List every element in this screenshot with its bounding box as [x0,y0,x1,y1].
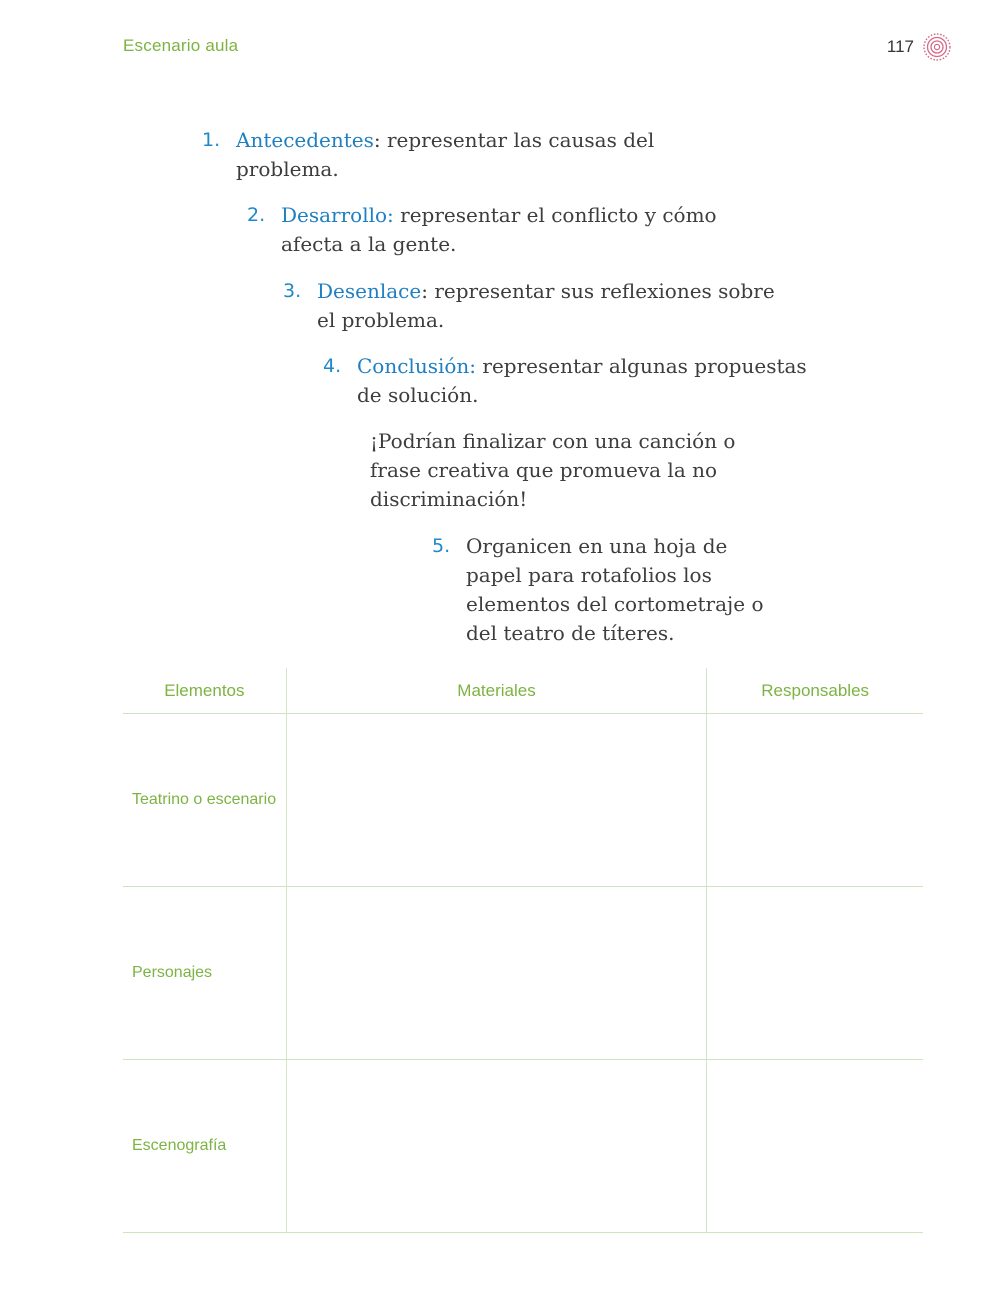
list-item-5 [432,532,776,648]
list-text: : representar las causas del problema. [236,128,655,181]
concentric-circles-icon [922,32,952,62]
column-header-responsables: Responsables [707,668,923,714]
responsables-cell[interactable] [707,714,923,887]
materiales-cell[interactable] [286,1060,707,1233]
row-label: Teatrino o escenario [123,714,286,887]
list-text: Organicen en una hoja de papel para rotafolios los elementos del cortometraje o del teatro de títeres. [466,534,764,645]
table-row [123,887,923,1060]
list-item-1 [202,126,676,184]
list-number: 4. [323,355,342,377]
creative-closing-note: ¡Podrían finalizar con una canción o frase creativa que promueva la no discriminación! [370,429,736,511]
page-number: 117 [886,37,914,56]
materiales-cell[interactable] [286,714,707,887]
column-header-elementos: Elementos [123,668,286,714]
list-number: 3. [283,280,302,302]
list-text: representar el conflicto y cómo afecta a la gente. [281,203,717,256]
list-item-4 [323,352,827,410]
list-term: Desenlace [317,279,422,303]
list-term: Antecedentes [236,128,374,152]
elements-table [123,668,923,1233]
table-row [123,714,923,887]
table-row [123,1060,923,1233]
list-term: Desarrollo: [281,203,394,227]
row-label: Personajes [123,887,286,1060]
column-header-materiales: Materiales [286,668,707,714]
header-section-title: Escenario aula [123,36,239,55]
list-number: 2. [247,204,266,226]
row-label: Escenografía [123,1060,286,1233]
list-term: Conclusión: [357,354,477,378]
responsables-cell[interactable] [707,1060,923,1233]
list-text: : representar sus reflexiones sobre el problema. [317,279,775,332]
list-item-3 [283,277,787,335]
header-page-info [887,32,952,62]
list-number: 1. [202,129,221,151]
list-number: 5. [432,535,451,557]
materiales-cell[interactable] [286,887,707,1060]
responsables-cell[interactable] [707,887,923,1060]
table-header-row [123,668,923,714]
list-item-2 [247,201,721,259]
list-text: representar algunas propuestas de solución. [357,354,807,407]
